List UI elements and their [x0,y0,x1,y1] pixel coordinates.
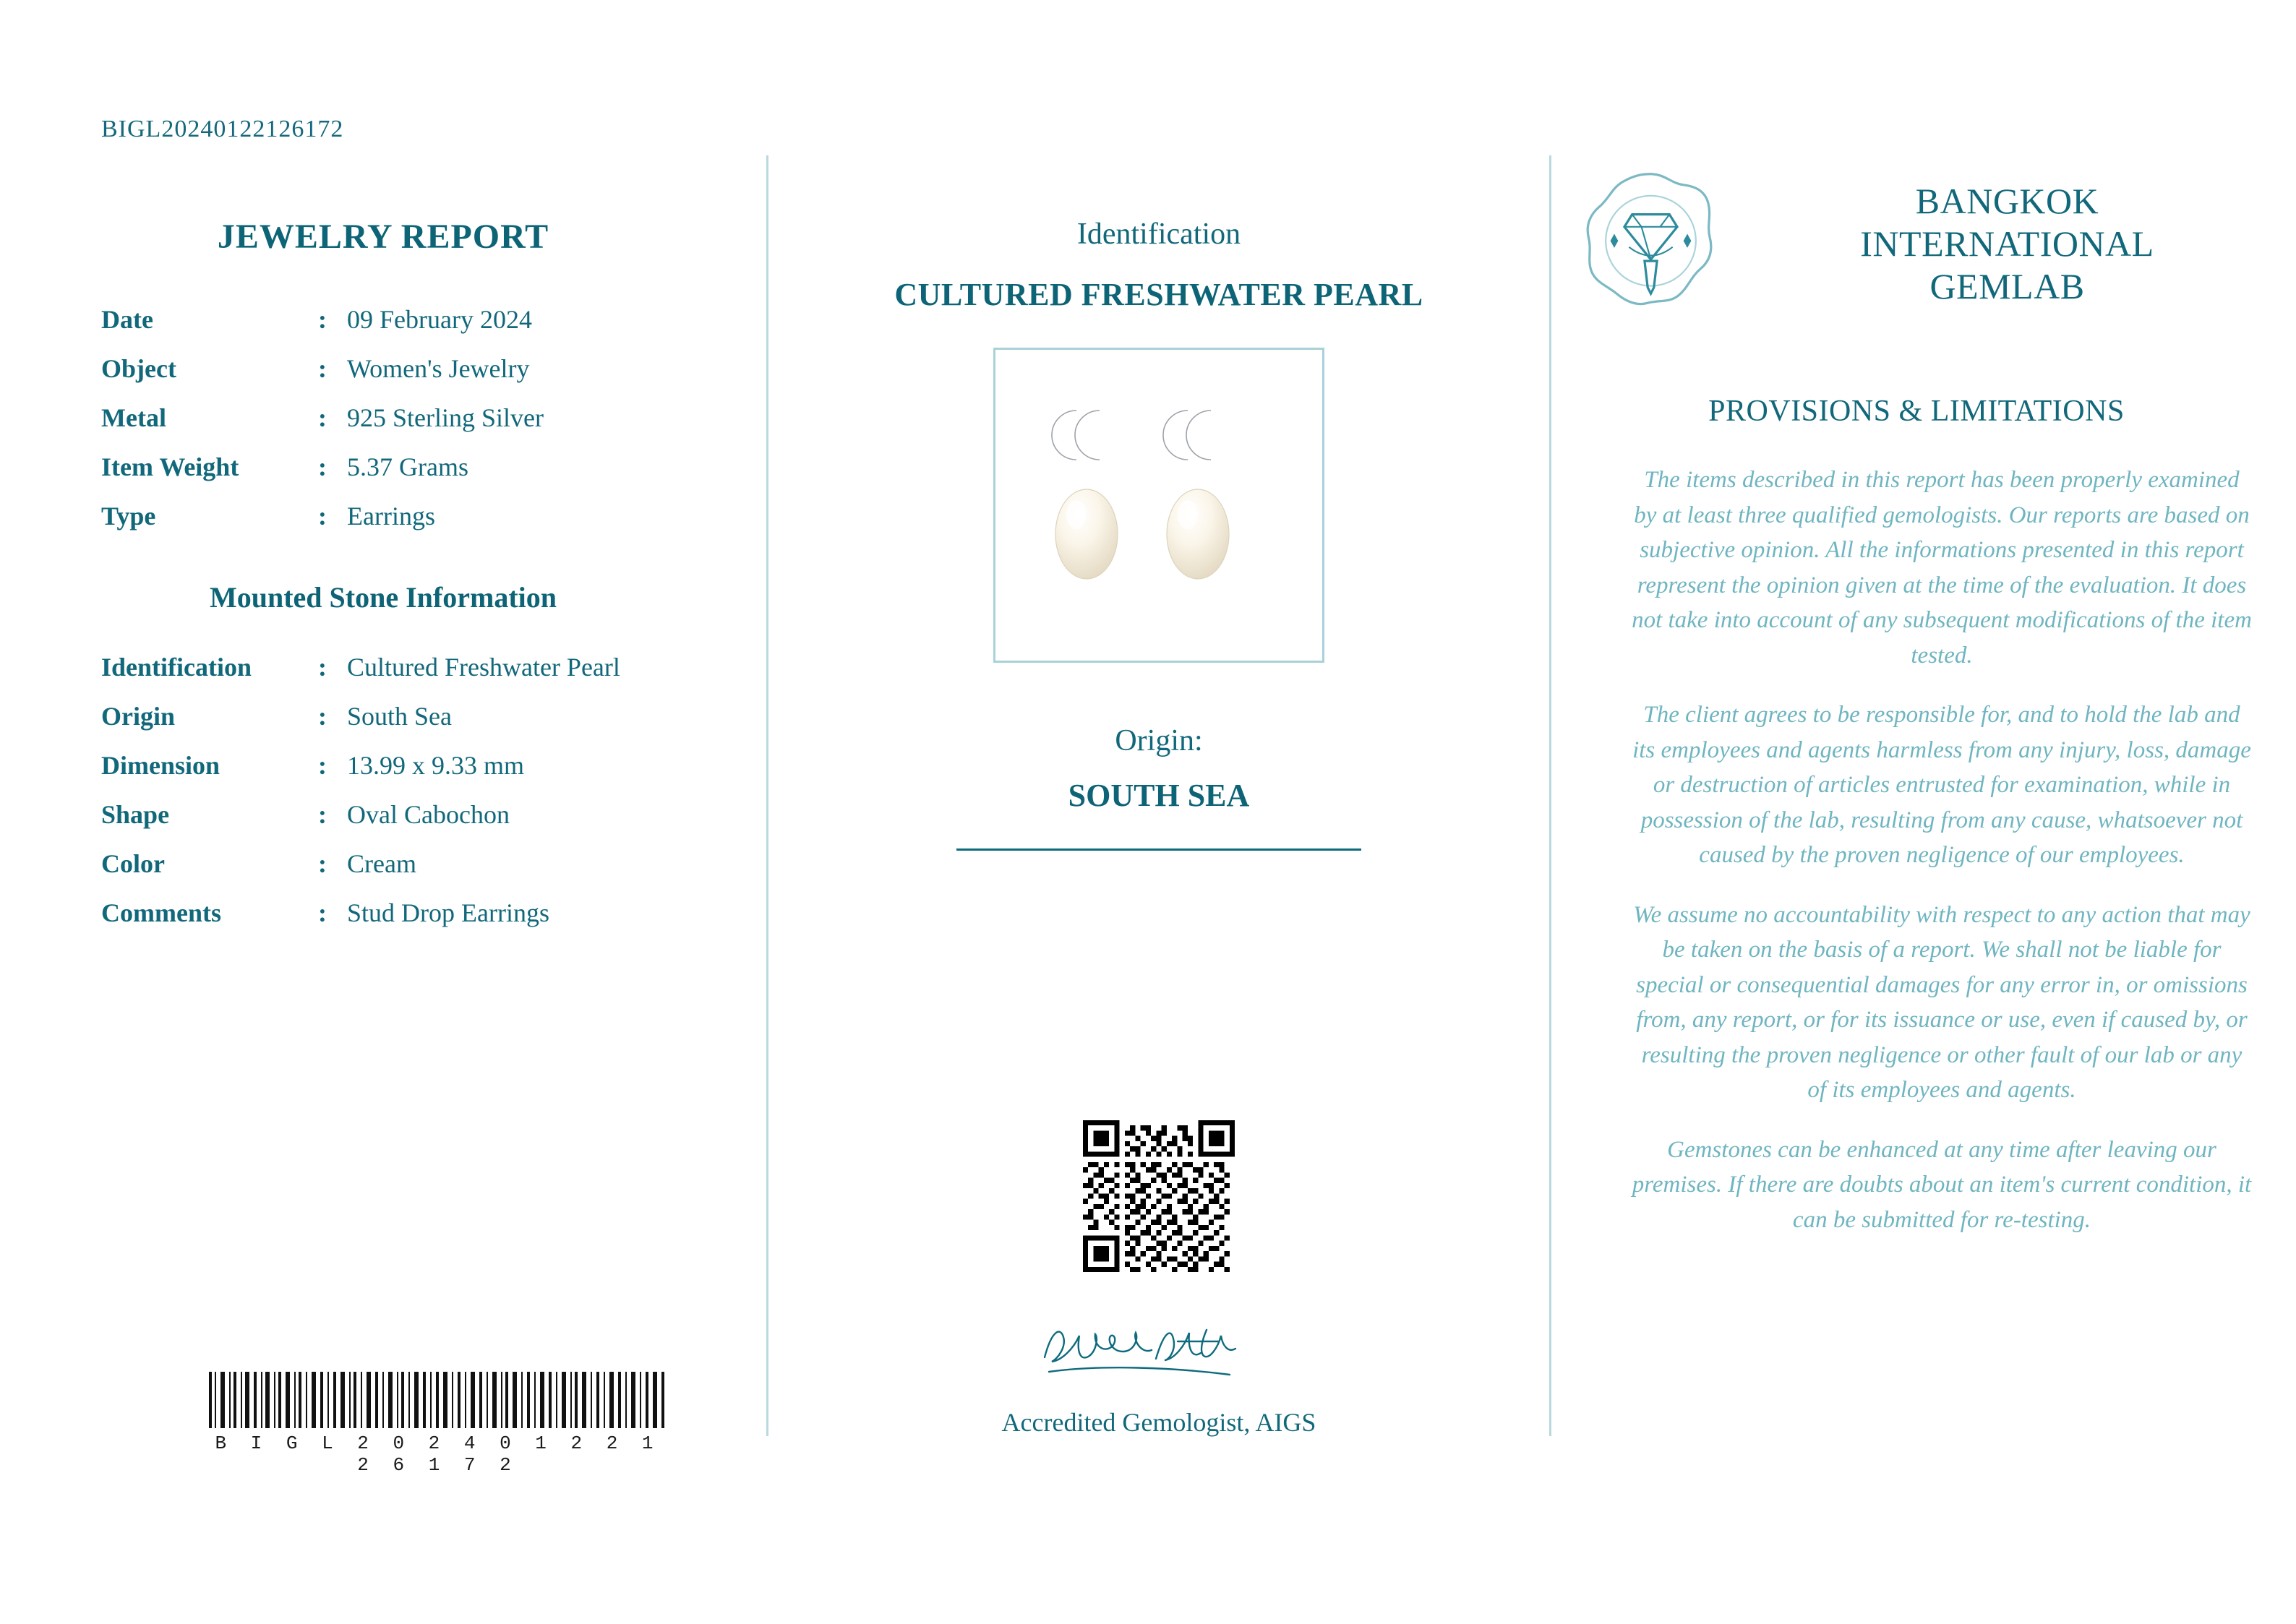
field-value: Stud Drop Earrings [347,898,549,927]
provisions-paragraph: We assume no accountability with respect to any action that may be taken on the basis of a report. We shall not be liable for special or consequential damages for any error in, or omissions from, any report, or for its issuance or use, even if caused by, or resulting the proven negligence or other fault of our lab or any of its employees and agents. [1633,901,2250,1103]
table-row [101,750,620,799]
field-value: 5.37 Grams [347,452,468,481]
table-row [101,898,620,947]
left-content [0,217,766,947]
mounted-stone-table [101,652,620,947]
right-column [1551,0,2296,1624]
field-value: South Sea [347,702,453,731]
field-label: Comments [101,898,221,927]
field-value: 925 Sterling Silver [347,403,544,432]
origin-label: Origin: [1115,724,1203,757]
brand-line-1: BANGKOK [1915,181,2099,221]
page-title: JEWELRY REPORT [217,218,549,256]
field-separator: : [318,452,327,481]
barcode-block [206,1372,669,1476]
left-column [0,0,766,1624]
field-label: Date [101,305,153,334]
field-separator: : [318,502,327,530]
field-label: Color [101,849,165,878]
field-separator: : [318,305,327,334]
report-number: BIGL20240122126172 [101,116,344,142]
field-label: Dimension [101,751,220,780]
field-label: Type [101,502,156,530]
table-row [101,848,620,898]
brand-header [1573,166,2267,322]
table-row [101,799,620,848]
gemlab-logo-icon [1573,166,1729,322]
field-separator: : [318,653,327,682]
brand-line-3: GEMLAB [1929,266,2085,306]
field-label: Metal [101,403,166,432]
section-title-mounted-stone: Mounted Stone Information [209,581,557,614]
field-separator: : [318,403,327,432]
table-row [101,452,544,501]
field-value: Oval Cabochon [347,800,510,829]
horizontal-rule [956,848,1361,851]
field-separator: : [318,354,327,383]
provisions-title: PROVISIONS & LIMITATIONS [1708,395,2125,428]
field-separator: : [318,898,327,927]
table-row [101,403,544,452]
field-value: 13.99 x 9.33 mm [347,751,525,780]
field-value: Earrings [347,502,435,530]
signature-caption: Accredited Gemologist, AIGS [1001,1408,1316,1437]
gem-photo-frame [993,348,1324,663]
signature-block [768,1308,1549,1438]
middle-column [768,0,1549,1624]
signature-icon [1036,1308,1282,1388]
table-row [101,701,620,750]
field-label: Item Weight [101,452,239,481]
field-value: Cream [347,849,416,878]
field-label: Shape [101,800,170,829]
field-label: Origin [101,702,176,731]
field-value: 09 February 2024 [347,305,532,334]
origin-value: SOUTH SEA [1068,778,1250,813]
table-row [101,652,620,701]
identification-block [768,217,1549,851]
identification-value: CULTURED FRESHWATER PEARL [894,277,1423,312]
identification-label: Identification [1076,218,1241,251]
field-value: Cultured Freshwater Pearl [347,653,620,682]
field-separator: : [318,849,327,878]
table-row [101,501,544,550]
general-info-table [101,304,544,550]
field-separator: : [318,751,327,780]
brand-line-2: INTERNATIONAL [1860,223,2154,264]
barcode-icon [206,1372,669,1428]
field-separator: : [318,702,327,731]
provisions-body [1631,463,2253,1262]
qr-code-block [768,1120,1549,1276]
provisions-paragraph: The items described in this report has been properly examined by at least three qualified gemologists. Our reports are based on subjective opinion. All the informations presented in this report represent the opinion given at the time of the evaluation. It does not take into account of any subsequent modifications of the item tested. [1632,467,2252,669]
field-separator: : [318,800,327,829]
earrings-photo [995,350,1322,661]
field-label: Object [101,354,176,383]
field-label: Identification [101,653,252,682]
table-row [101,304,544,353]
provisions-paragraph: The client agrees to be responsible for, and to hold the lab and its employees and agents harmless from any injury, loss, damage or destruction of articles entrusted for examination, while in possession of the lab, resulting from any cause, whatsoever not caused by the proven negligence of our employees. [1632,702,2251,868]
barcode-text: B I G L 2 0 2 4 0 1 2 2 1 2 6 1 7 2 [215,1432,660,1476]
qr-code-icon[interactable] [1083,1120,1235,1272]
table-row [101,353,544,403]
field-value: Women's Jewelry [347,354,530,383]
brand-title [1747,180,2267,308]
provisions-paragraph: Gemstones can be enhanced at any time after leaving our premises. If there are doubts about an item's current condition, it can be submitted for re-testing. [1632,1136,2252,1233]
